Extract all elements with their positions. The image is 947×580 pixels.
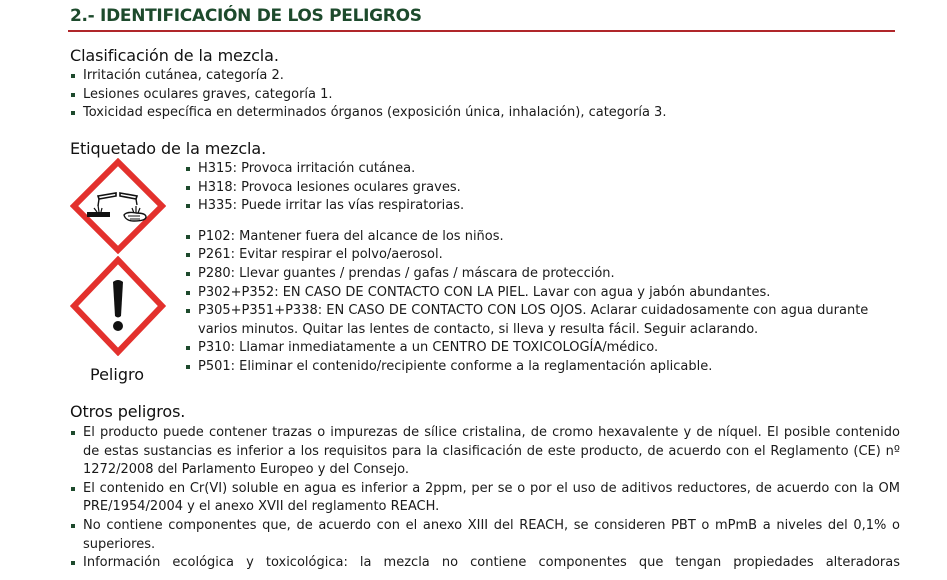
list-item: El contenido en Cr(VI) soluble en agua es inferior a 2ppm, per se o por el uso de aditivos reductores, de acuerdo con la OM PRE/1954/2004 y el anexo XVII del reglamento REACH. (70, 480, 900, 517)
signal-word: Peligro (90, 365, 144, 384)
section-title: 2.- IDENTIFICACIÓN DE LOS PELIGROS (70, 6, 422, 26)
precautionary-statement: P261: Evitar respirar el polvo/aerosol. (185, 246, 905, 265)
precautionary-statement: P310: Llamar inmediatamente a un CENTRO DE TOXICOLOGÍA/médico. (185, 339, 905, 358)
classification-list (70, 67, 666, 123)
list-item: Lesiones oculares graves, categoría 1. (70, 86, 666, 105)
hazard-statement: H335: Puede irritar las vías respiratorias. (185, 197, 905, 216)
hazard-statement: H318: Provoca lesiones oculares graves. (185, 179, 905, 198)
exclamation-pictogram-icon (70, 256, 166, 356)
precautionary-statement: P280: Llevar guantes / prendas / gafas / máscara de protección. (185, 265, 905, 284)
other-hazards-heading: Otros peligros. (70, 402, 186, 421)
hazard-statements-list (185, 160, 905, 377)
precautionary-statement: P501: Eliminar el contenido/recipiente conforme a la reglamentación aplicable. (185, 358, 905, 377)
list-item: No contiene componentes que, de acuerdo con el anexo XIII del REACH, se consideren PBT o mPmB a niveles del 0,1% o superiores. (70, 517, 900, 554)
precautionary-statement: P305+P351+P338: EN CASO DE CONTACTO CON LOS OJOS. Aclarar cuidadosamente con agua durante varios minutos. Quitar las lentes de contacto, si lleva y resulta fácil. Seguir aclarando. (185, 302, 898, 339)
hazard-statement: H315: Provoca irritación cutánea. (185, 160, 905, 179)
other-hazards-list (70, 424, 900, 573)
classification-heading: Clasificación de la mezcla. (70, 46, 279, 65)
list-item: El producto puede contener trazas o impurezas de sílice cristalina, de cromo hexavalente y de níquel. El posible contenido de estas sustancias es inferior a los requisitos para la clasificación de este producto, de acuerdo con el Reglamento (CE) nº 1272/2008 del Parlamento Europeo y del Consejo. (70, 424, 900, 480)
title-divider (68, 30, 895, 32)
list-item: Irritación cutánea, categoría 2. (70, 67, 666, 86)
precautionary-statement: P302+P352: EN CASO DE CONTACTO CON LA PIEL. Lavar con agua y jabón abundantes. (185, 284, 905, 303)
precautionary-statement: P102: Mantener fuera del alcance de los niños. (185, 228, 905, 247)
list-item: Toxicidad específica en determinados órganos (exposición única, inhalación), categoría 3. (70, 104, 666, 123)
list-item: Información ecológica y toxicológica: la mezcla no contiene componentes que tengan propiedades alteradoras (70, 554, 900, 573)
corrosion-pictogram-icon (70, 158, 166, 254)
labelling-heading: Etiquetado de la mezcla. (70, 139, 267, 158)
